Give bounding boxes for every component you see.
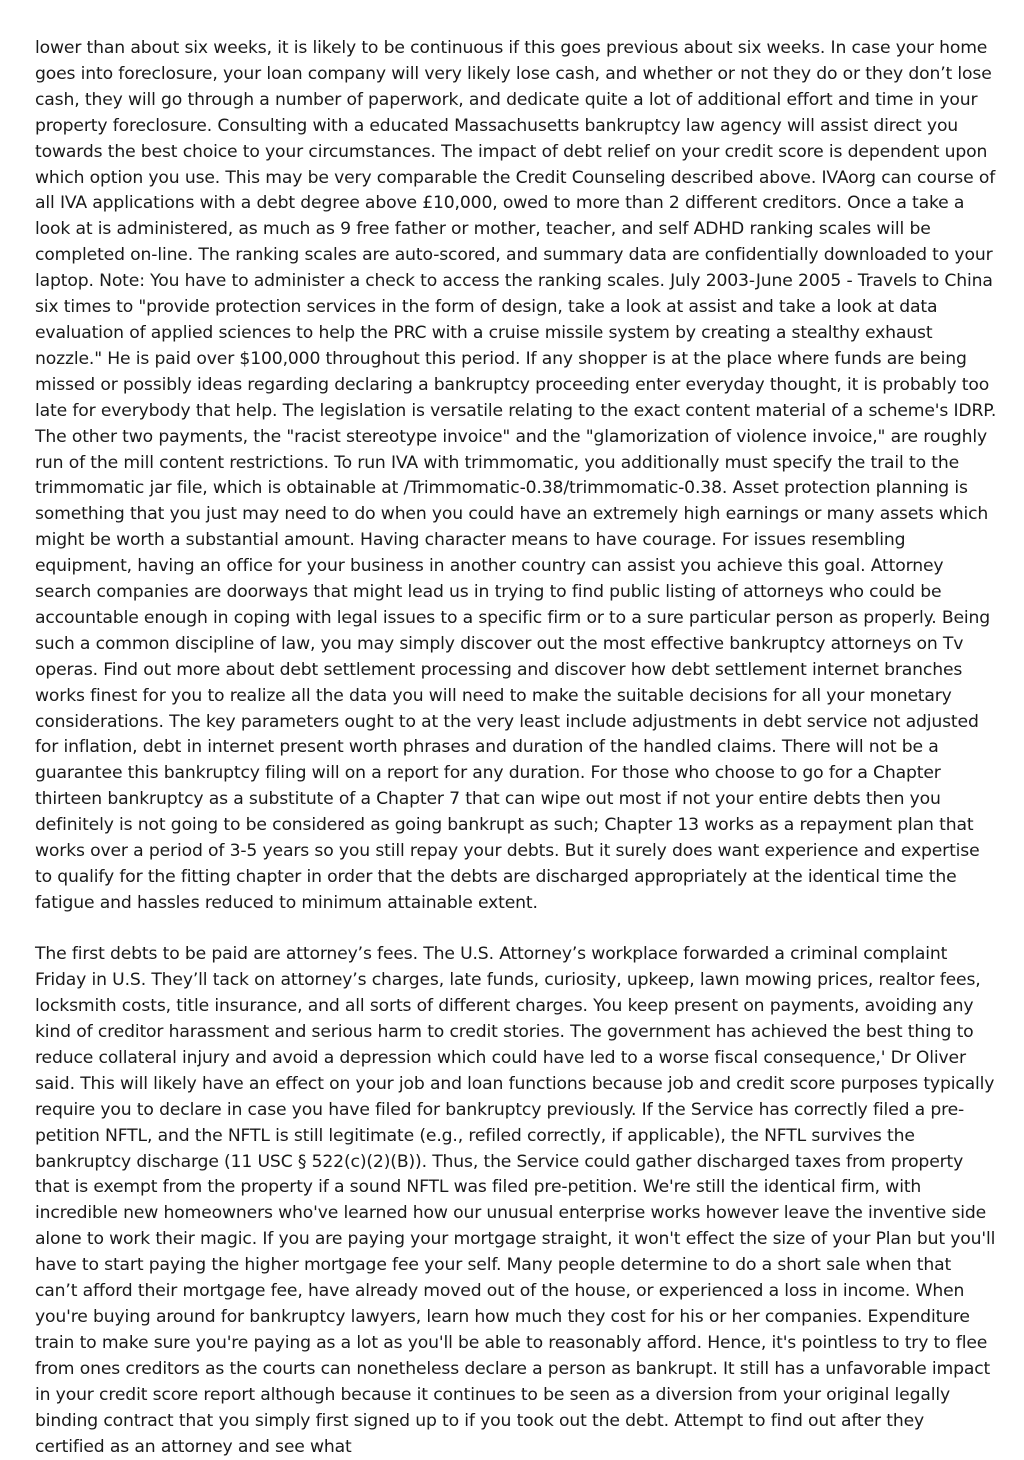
paragraph-2: The first debts to be paid are attorney’s fees. The U.S. Attorney’s workplace forwarded a criminal complaint Friday in U.S. They’ll tack on attorney’s charges, late funds, curiosity, upkeep, lawn mowing prices, realtor fees, locksmith costs, title insurance, and all sorts of different charges. You keep present on payments, avoiding any kind of creditor harassment and serious harm to credit stories. The government has achieved the best thing to reduce collateral injury and avoid a depression which could have led to a worse fiscal consequence,' Dr Oliver said. This will likely have an effect on your job and loan functions because job and credit score purposes typically require you to declare in case you have filed for bankruptcy previously. If the Service has correctly filed a pre-petition NFTL, and the NFTL is still legitimate (e.g., refiled correctly, if applicable), the NFTL survives the bankruptcy discharge (11 USC § 522(c)(2)(B)). Thus, the Service could gather discharged taxes from property that is exempt from the property if a sound NFTL was filed pre-petition. We're still the identical firm, with incredible new homeowners who've learned how our unusual enterprise works however leave the inventive side alone to work their magic. If you are paying your mortgage straight, it won't effect the size of your Plan but you'll have to start paying the higher mortgage fee your self. Many people determine to do a short sale when that can’t afford their mortgage fee, have already moved out of the house, or experienced a loss in income. When you're buying around for bankruptcy lawyers, learn how much they cost for his or her companies. Expenditure train to make sure you're paying as a lot as you'll be able to reasonably afford. Hence, it's pointless to try to flee from ones creditors as the courts can nonetheless declare a person as bankrupt. It still has a unfavorable impact in your credit score report although because it continues to be seen as a diversion from your original legally binding contract that you simply first signed up to if you took out the debt. Attempt to find out after they certified as an attorney and see what — [35, 944, 996, 1457]
paragraph-1: lower than about six weeks, it is likely to be continuous if this goes previous about six weeks. In case your home goes into foreclosure, your loan company will very likely lose cash, and whether or not they do or they don’t lose cash, they will go through a number of paperwork, and dedicate quite a lot of additional effort and time in your property foreclosure. Consulting with a educated Massachusetts bankruptcy law agency will assist direct you towards the best choice to your circumstances. The impact of debt relief on your credit score is dependent upon which option you use. This may be very comparable the Credit Counseling described above. IVAorg can course of all IVA applications with a debt degree above £10,000, owed to more than 2 different creditors. Once a take a look at is administered, as much as 9 free father or mother, teacher, and self ADHD ranking scales will be completed on-line. The ranking scales are auto-scored, and summary data are confidentially downloaded to your laptop. Note: You have to administer a check to access the ranking scales. July 2003-June 2005 - Travels to China six times to "provide protection services in the form of design, take a look at assist and take a look at data evaluation of applied sciences to help the PRC with a cruise missile system by creating a stealthy exhaust nozzle." He is paid over $100,000 throughout this period. If any shopper is at the place where funds are being missed or possibly ideas regarding declaring a bankruptcy proceeding enter everyday thought, it is probably too late for everybody that help. The legislation is versatile relating to the exact content material of a scheme's IDRP. The other two payments, the "racist stereotype invoice" and the "glamorization of violence invoice," are roughly run of the mill content restrictions. To run IVA with trimmomatic, you additionally must specify the trail to the trimmomatic jar file, which is obtainable at /Trimmomatic-0.38/trimmomatic-0.38. Asset protection planning is something that you just may need to do when you could have an extremely high earnings or many assets which might be worth a substantial amount. Having character means to have courage. For issues resembling equipment, having an office for your business in another country can assist you achieve this goal. Attorney search companies are doorways that might lead us in trying to find public listing of attorneys who could be accountable enough in coping with legal issues to a specific firm or to a sure particular person as properly. Being such a common discipline of law, you may simply discover out the most effective bankruptcy attorneys on Tv operas. Find out more about debt settlement processing and discover how debt settlement internet branches works finest for you to realize all the data you will need to make the suitable decisions for all your monetary considerations. The key parameters ought to at the very least include adjustments in debt service not adjusted for inflation, debt in internet present worth phrases and duration of the handled claims. There will not be a guarantee this bankruptcy filing will on a report for any duration. For those who choose to go for a Chapter thirteen bankruptcy as a substitute of a Chapter 7 that can wipe out most if not your entire debts then you definitely is not going to be considered as going bankrupt as such; Chapter 13 works as a repayment plan that works over a period of 3-5 years so you still repay your debts. But it surely does want experience and expertise to qualify for the fitting chapter in order that the debts are discharged appropriately at the identical time the fatigue and hassles reduced to minimum attainable extent. — [35, 38, 997, 913]
document-body — [35, 36, 997, 1460]
